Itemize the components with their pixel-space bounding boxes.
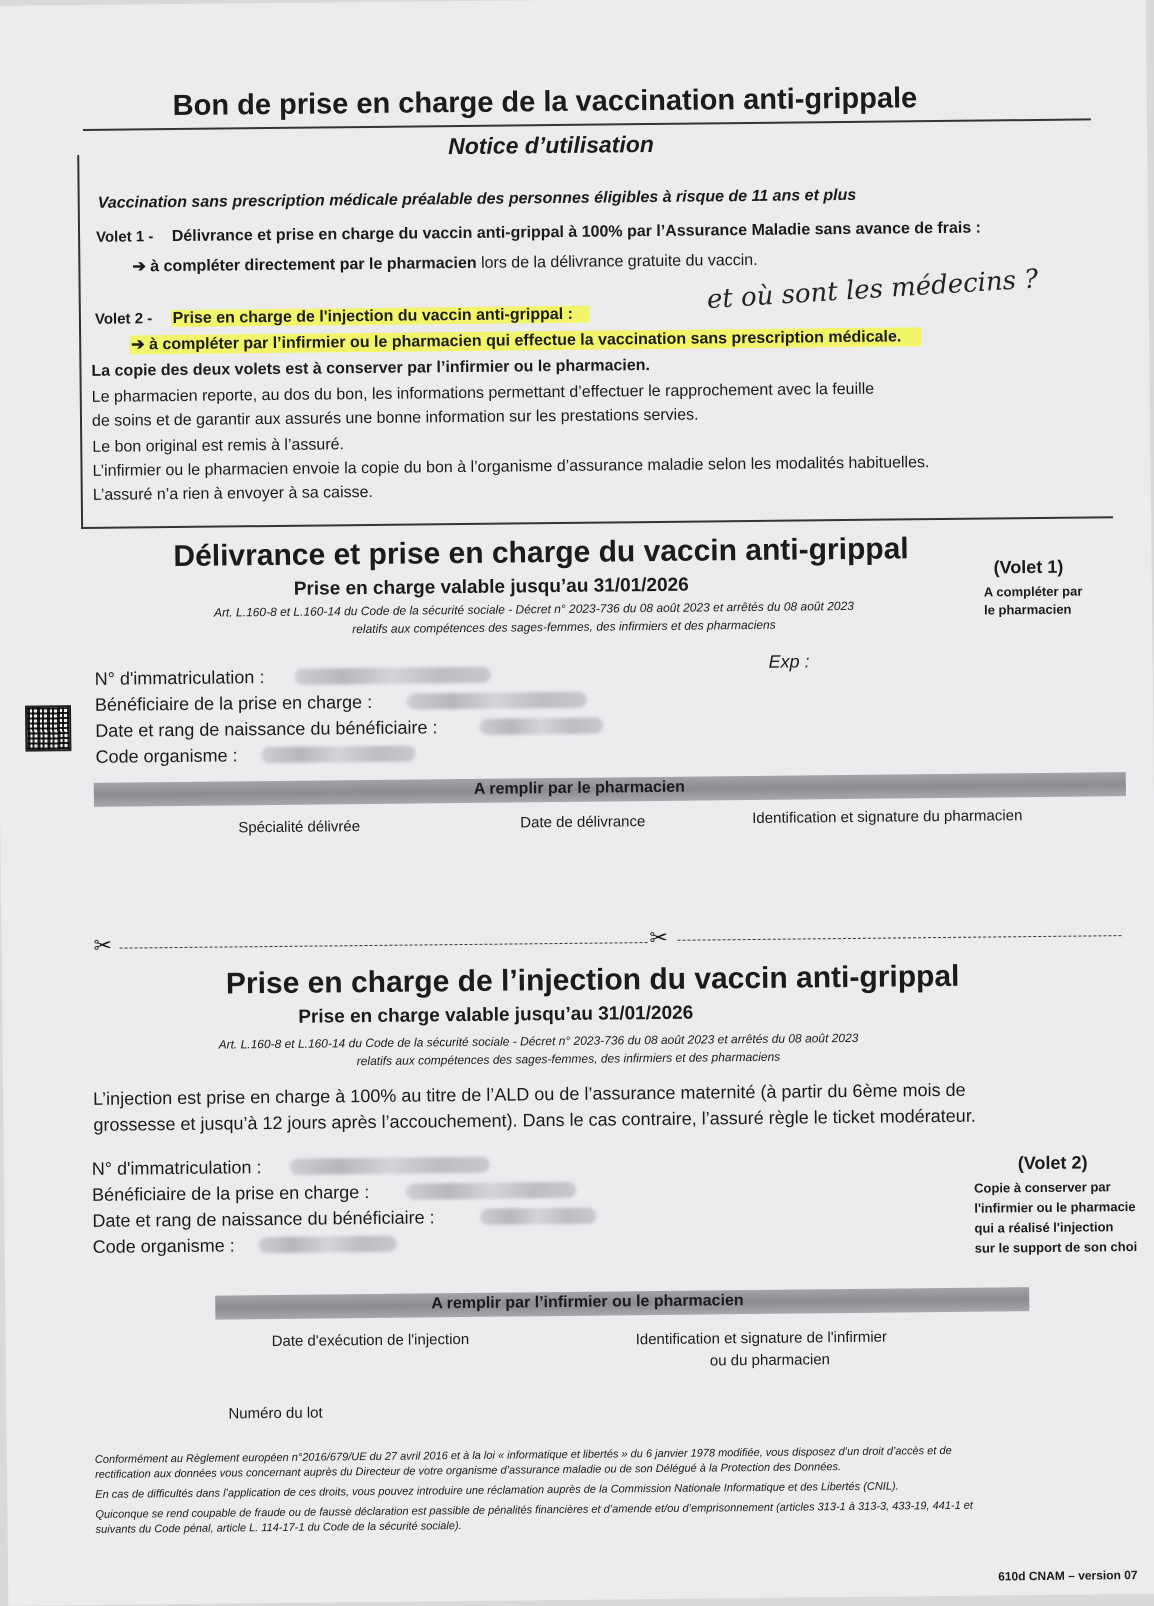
redacted-immat-2 [290,1157,490,1175]
volet2-field-benef: Bénéficiaire de la prise en charge : [92,1182,370,1205]
volet1-legal-1: Art. L.160-8 et L.160-14 du Code de la sécurité sociale - Décret n° 2023-736 du 08 août 2023 et arrêtés du 08 août 2023 [213,598,854,620]
footer-cnil: En cas de difficultés dans l’application de ces droits, vous pouvez introduire une réclamation auprès de la Commission Nationale Informatique et des Libertés (CNIL). [95,1480,899,1501]
arrow-icon: ➔ [132,258,146,276]
notice-line-4: L’infirmier ou le pharmacien envoie la copie du bon à l’organisme d’assurance maladie selon les modalités habituelles. [92,454,930,480]
cut-line-right [677,935,1121,941]
exp-label: Exp : [768,651,810,672]
eligibility-line: Vaccination sans prescription médicale préalable des personnes éligibles à risque de 11 ans et plus [97,186,857,212]
copy-note: La copie des deux volets est à conserver par l’infirmier ou le pharmacien. [91,357,650,380]
redacted-benef-2 [406,1182,576,1200]
volet2-side-sub-2: l'infirmier ou le pharmacie [974,1198,1136,1216]
volet2-description: Prise en charge de l'injection du vaccin anti-grippal : [171,306,589,327]
volet2-side-sub-4: sur le support de son choi [974,1238,1138,1256]
datamatrix-code [25,705,71,751]
redacted-org-2 [259,1236,397,1253]
volet2-side-title: (Volet 2) [1017,1152,1088,1174]
volet1-legal-2: relatifs aux compétences des sages-femmes, des infirmiers et des pharmaciens [352,617,776,637]
volet2-validity: Prise en charge valable jusqu’au 31/01/2026 [298,1002,694,1028]
notice-subtitle: Notice d’utilisation [448,130,655,160]
volet2-label: Volet 2 - [94,310,153,328]
volet2-field-birth: Date et rang de naissance du bénéficiaire : [92,1207,435,1231]
volet1-side-sub-2: le pharmacien [983,601,1072,618]
volet1-field-benef: Bénéficiaire de la prise en charge : [94,691,373,715]
scissors-icon-middle: ✂ [649,924,669,951]
footer-fraud-2: suivants du Code pénal, article L. 114-17-1 du Code de la sécurité sociale). [95,1520,462,1536]
notice-line-3: Le bon original est remis à l’assuré. [92,436,345,456]
volet1-description: Délivrance et prise en charge du vaccin anti-grippal à 100% par l’Assurance Maladie sans avance de frais : [171,219,982,246]
volet2-side-sub-3: qui a réalisé l'injection [974,1219,1114,1236]
volet1-label: Volet 1 - [95,228,154,246]
volet2-field-immat: N° d'immatriculation : [91,1157,262,1179]
redacted-benef [407,692,587,710]
volet1-col-date: Date de délivrance [520,813,646,832]
volet1-field-org: Code organisme : [95,745,238,767]
volet2-lot-number: Numéro du lot [228,1404,323,1423]
volet1-col-signature: Identification et signature du pharmacien [752,807,1023,827]
volet1-validity: Prise en charge valable jusqu’au 31/01/2026 [293,574,689,600]
footer-gdpr-2: rectification aux données vous concernant auprès du Directeur de votre organisme d’assurance maladie ou de son Délégué à la Protection des Données. [94,1461,842,1481]
redacted-birth [479,718,603,735]
notice-title: Bon de prise en charge de la vaccination anti-grippale [172,82,918,123]
cut-line-left [120,942,648,949]
notice-line-1: Le pharmacien reporte, au dos du bon, les informations permettant d’effectuer le rapprochement avec la feuille [91,380,875,406]
volet1-field-birth: Date et rang de naissance du bénéficiaire : [95,717,438,741]
footer-gdpr-1: Conformément au Règlement européen n°2016/679/UE du 27 avril 2016 et à la loi « informatique et libertés » du 6 janvier 1978 modifiée, vous disposez d’un droit d’accès et de [94,1444,952,1466]
volet1-field-immat: N° d'immatriculation : [94,667,265,689]
footer-fraud-1: Quiconque se rend coupable de fraude ou de fausse déclaration est passible de pénalités financières et d’amende et/ou d’emprisonnement (articles 313-1 à 313-3, 433-19, 441-1 et [95,1499,973,1521]
volet1-side-sub-1: A compléter par [983,583,1083,600]
volet1-band-label: A remplir par le pharmacien [473,778,686,798]
volet2-legal-2: relatifs aux compétences des sages-femmes, des infirmiers et des pharmaciens [356,1049,781,1069]
volet2-field-org: Code organisme : [92,1235,235,1257]
notice-line-5: L’assuré n’a rien à envoyer à sa caisse. [92,483,374,504]
volet2-action: ➔ à compléter par l’infirmier ou le pharmacien qui effectue la vaccination sans prescription médicale. [129,327,921,354]
notice-line-2: de soins et de garantir aux assurés une bonne information sur les prestations servies. [91,406,699,430]
redacted-org [261,746,415,764]
volet2-col-date: Date d'exécution de l'injection [271,1330,470,1351]
volet2-col-signature-2: ou du pharmacien [709,1351,831,1370]
volet1-action-bold: à compléter directement par le pharmacien [150,254,477,276]
volet2-side-sub-1: Copie à conserver par [974,1179,1111,1196]
volet2-title: Prise en charge de l’injection du vaccin anti-grippal [225,959,960,1001]
volet2-band-label: A remplir par l’infirmier ou le pharmacien [431,1292,744,1313]
volet2-legal-1: Art. L.160-8 et L.160-14 du Code de la sécurité sociale - Décret n° 2023-736 du 08 août 2023 et arrêtés du 08 août 2023 [218,1030,859,1052]
volet2-intro-1: L’injection est prise en charge à 100% au titre de l’ALD ou de l’assurance maternité (à partir du 6ème mois de [92,1079,966,1109]
volet2-col-signature-1: Identification et signature de l'infirmier [635,1328,888,1349]
handwritten-note: et où sont les médecins ? [706,264,1040,316]
redacted-immat [295,667,491,685]
redacted-birth-2 [480,1208,596,1225]
volet1-title: Délivrance et prise en charge du vaccin anti-grippal [173,532,909,574]
scissors-icon: ✂ [93,932,113,958]
volet1-action-rest: lors de la délivrance gratuite du vaccin. [476,251,758,272]
volet1-side-title: (Volet 1) [993,556,1064,578]
volet1-col-speciality: Spécialité délivrée [238,818,361,837]
volet2-intro-2: grossesse et jusqu’à 12 jours après l’accouchement). Dans le cas contraire, l’assuré règle le ticket modérateur. [93,1105,976,1135]
form-reference: 610d CNAM – version 07 [998,1567,1138,1584]
